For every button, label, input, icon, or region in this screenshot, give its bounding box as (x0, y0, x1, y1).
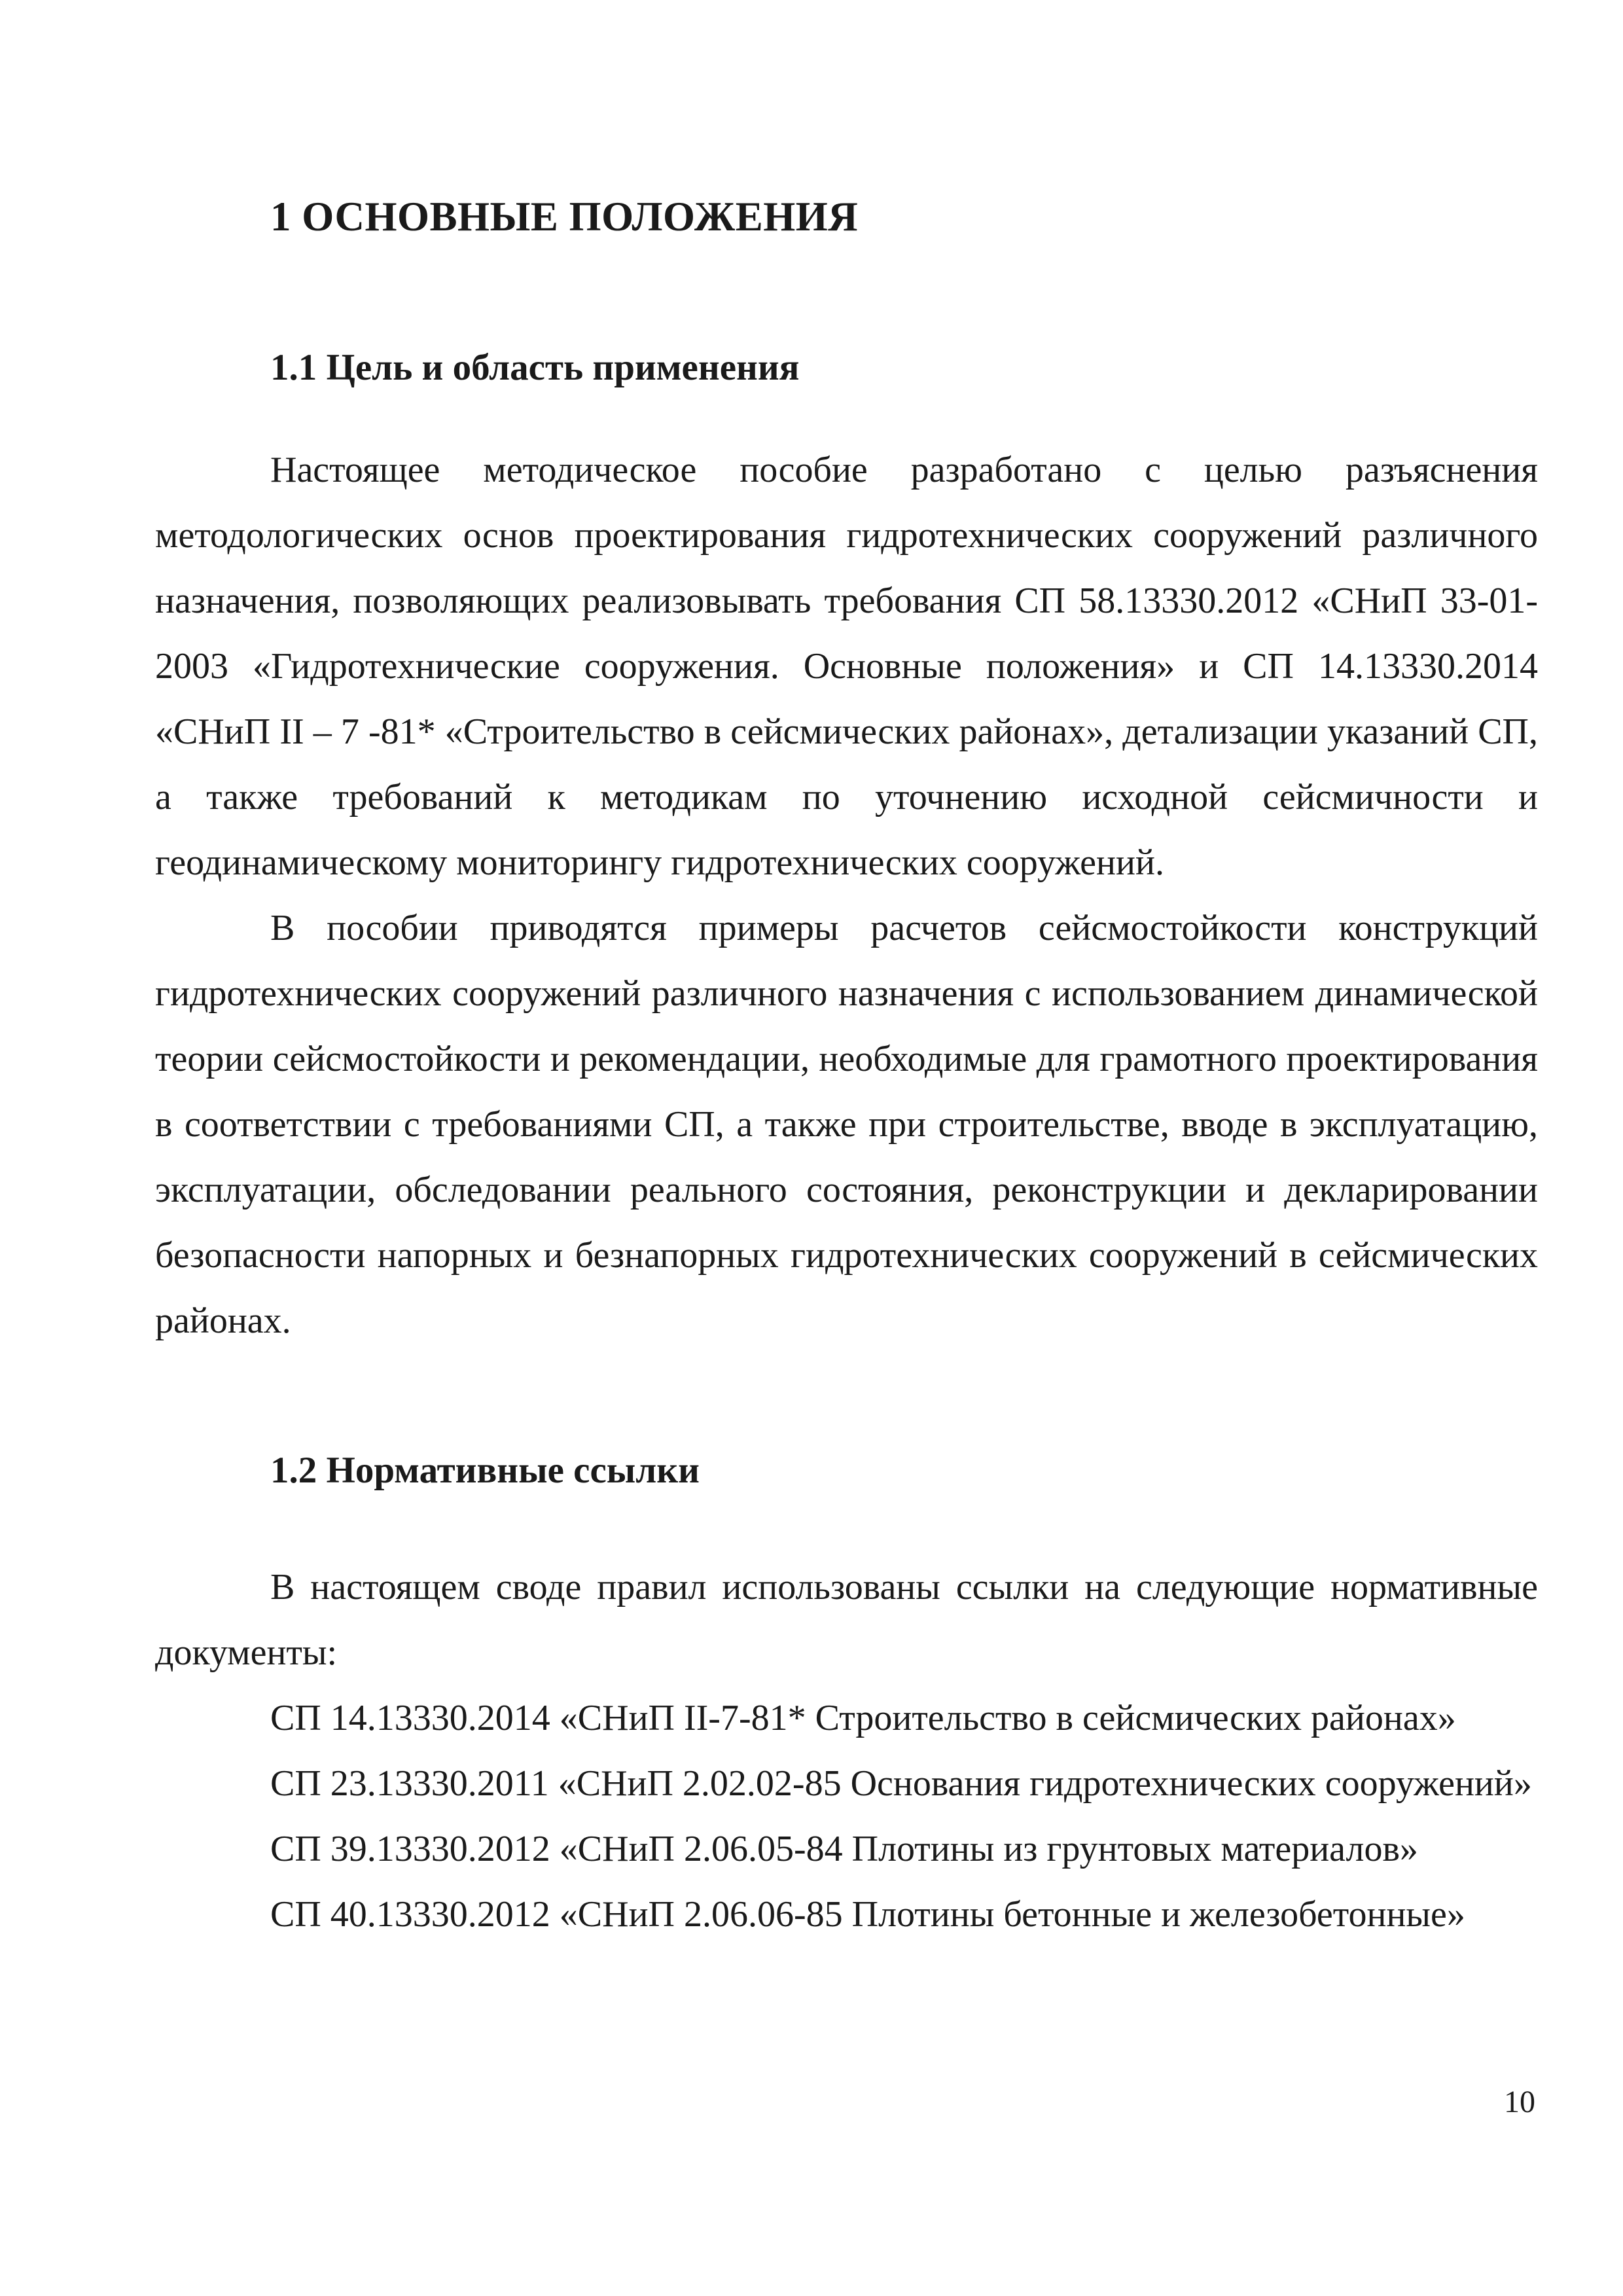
page-number: 10 (1504, 2085, 1535, 2119)
reference-item: СП 23.13330.2011 «СНиП 2.02.02-85 Основания гидротехнических сооружений» (270, 1763, 1532, 1804)
reference-item: СП 39.13330.2012 «СНиП 2.06.05-84 Плотины из грунтовых материалов» (270, 1829, 1418, 1869)
section-title: 1.1 Цель и область применения (270, 347, 800, 388)
chapter-title: 1 ОСНОВНЫЕ ПОЛОЖЕНИЯ (270, 194, 859, 240)
section-title: 1.2 Нормативные ссылки (270, 1450, 700, 1491)
reference-item: СП 14.13330.2014 «СНиП II-7-81* Строительство в сейсмических районах» (270, 1698, 1456, 1738)
reference-item: СП 40.13330.2012 «СНиП 2.06.06-85 Плотины бетонные и железобетонные» (270, 1894, 1465, 1935)
paragraph: В пособии приводятся примеры расчетов сейсмостойкости конструкций гидротехнических сооружений различного назначения с использованием динамической теории сейсмостойкости и рекомендации, необходимые для грамотного проектирования в соответствии с требованиями СП, а также при строительстве, вводе в эксплуатацию, эксплуатации, обследовании реального состояния, реконструкции и декларировании безопасности напорных и безнапорных гидротехнических сооружений в сейсмических районах. (155, 908, 1538, 1341)
paragraph: Настоящее методическое пособие разработано с целью разъяснения методологических основ проектирования гидротехнических сооружений различного назначения, позволяющих реализовывать требования СП 58.13330.2012 «СНиП 33-01-2003 «Гидротехнические сооружения. Основные положения» и СП 14.13330.2014 «СНиП II – 7 -81* «Строительство в сейсмических районах», детализации указаний СП, а также требований к методикам по уточнению исходной сейсмичности и геодинамическому мониторингу гидротехнических сооружений. (155, 450, 1538, 883)
references-intro: В настоящем своде правил использованы ссылки на следующие нормативные документы: (155, 1567, 1538, 1673)
page-content (155, 196, 1538, 1947)
